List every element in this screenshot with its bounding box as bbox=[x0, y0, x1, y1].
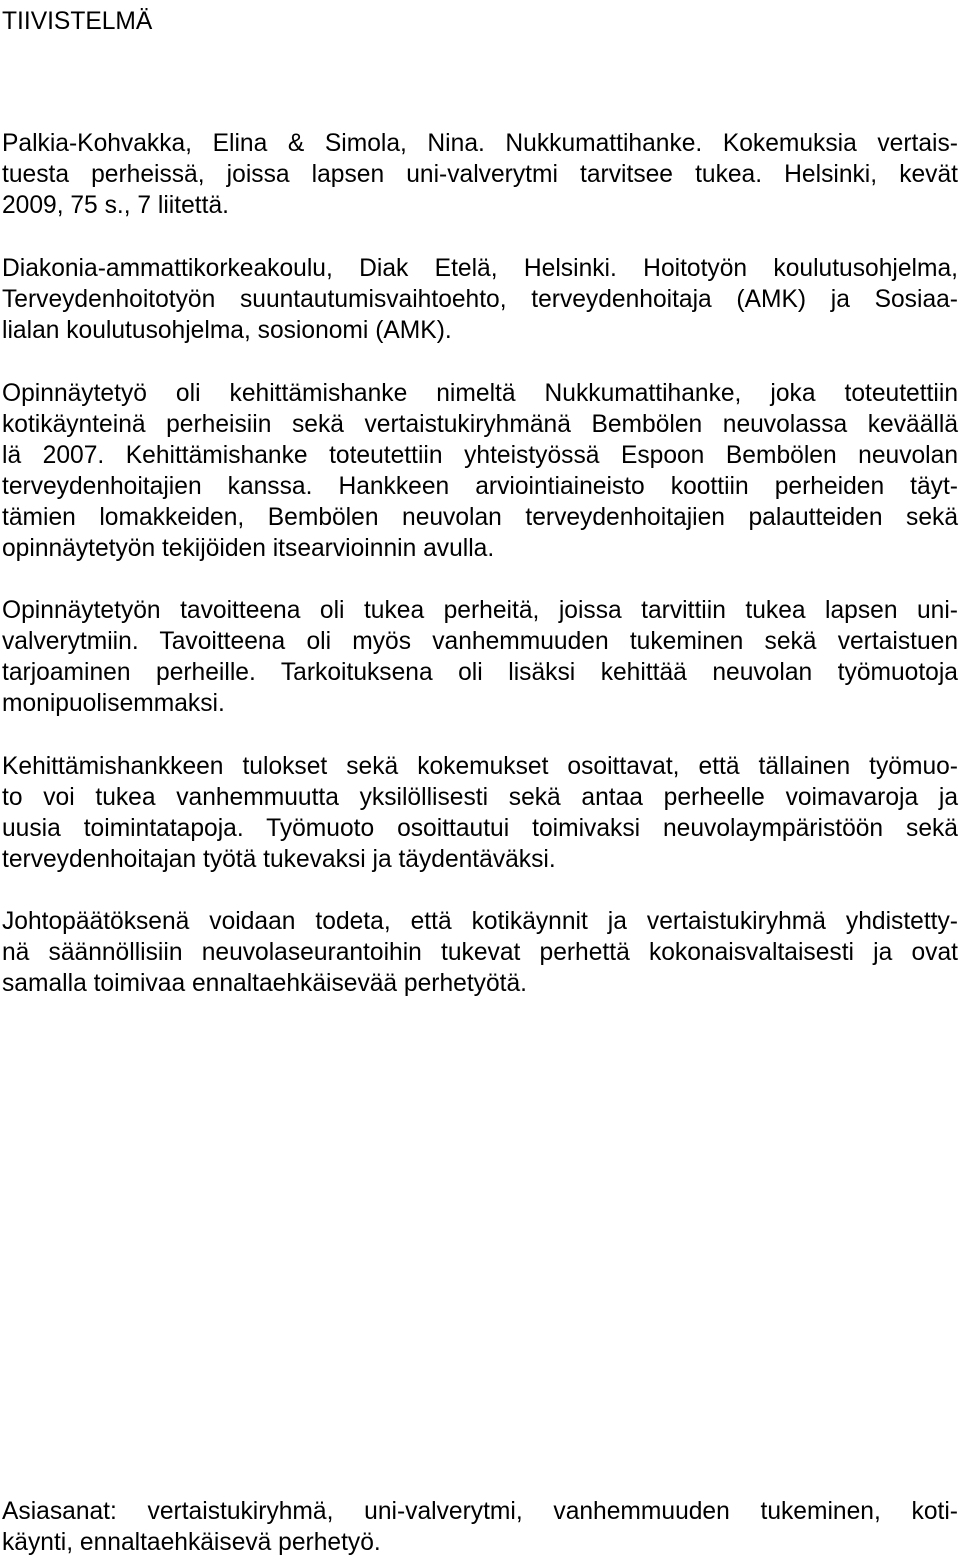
citation-line: 2009, 75 s., 7 liitettä. bbox=[2, 192, 229, 219]
institution-line: lialan koulutusohjelma, sosionomi (AMK). bbox=[2, 317, 452, 344]
institution-line: Diakonia-ammattikorkeakoulu, Diak Etelä, Helsinki. Hoitotyön koulutusohjelma, bbox=[2, 255, 958, 282]
citation-line: Palkia-Kohvakka, Elina & Simola, Nina. Nukkumattihanke. Kokemuksia vertais- bbox=[2, 130, 958, 157]
goals-line: Opinnäytetyön tavoitteena oli tukea perheitä, joissa tarvittiin tukea lapsen uni- bbox=[2, 597, 958, 624]
institution-line: Terveydenhoitotyön suuntautumisvaihtoehto, terveydenhoitaja (AMK) ja Sosiaa- bbox=[2, 286, 958, 313]
conclusion-line: Johtopäätöksenä voidaan todeta, että kotikäynnit ja vertaistukiryhmä yhdistetty- bbox=[2, 908, 958, 935]
conclusion-line: nä säännöllisiin neuvolaseurantoihin tukevat perhettä kokonaisvaltaisesti ja ovat bbox=[2, 939, 958, 966]
description-line: tämien lomakkeiden, Bembölen neuvolan terveydenhoitajien palautteiden sekä bbox=[2, 504, 958, 531]
description-line: Opinnäytetyö oli kehittämishanke nimeltä Nukkumattihanke, joka toteutettiin bbox=[2, 380, 958, 407]
description-line: lä 2007. Kehittämishanke toteutettiin yhteistyössä Espoon Bembölen neuvolan bbox=[2, 442, 958, 469]
goals-line: valverytmiin. Tavoitteena oli myös vanhemmuuden tukeminen sekä vertaistuen bbox=[2, 628, 958, 655]
conclusion-line: samalla toimivaa ennaltaehkäisevää perhetyötä. bbox=[2, 970, 527, 997]
results-line: Kehittämishankkeen tulokset sekä kokemukset osoittavat, että tällainen työmuo- bbox=[2, 753, 958, 780]
description-line: opinnäytetyön tekijöiden itsearvioinnin avulla. bbox=[2, 535, 495, 562]
page-title: TIIVISTELMÄ bbox=[2, 8, 153, 35]
citation-line: tuesta perheissä, joissa lapsen uni-valverytmi tarvitsee tukea. Helsinki, kevät bbox=[2, 161, 958, 188]
description-line: kotikäynteinä perheisiin sekä vertaistukiryhmänä Bembölen neuvolassa keväällä bbox=[2, 411, 958, 438]
goals-line: monipuolisemmaksi. bbox=[2, 690, 225, 717]
description-line: terveydenhoitajien kanssa. Hankkeen arviointiaineisto koottiin perheiden täyt- bbox=[2, 473, 958, 500]
keywords-line: käynti, ennaltaehkäisevä perhetyö. bbox=[2, 1529, 381, 1556]
results-line: to voi tukea vanhemmuutta yksilöllisesti sekä antaa perheelle voimavaroja ja bbox=[2, 784, 958, 811]
keywords-line: Asiasanat: vertaistukiryhmä, uni-valverytmi, vanhemmuuden tukeminen, koti- bbox=[2, 1498, 958, 1525]
goals-line: tarjoaminen perheille. Tarkoituksena oli lisäksi kehittää neuvolan työmuotoja bbox=[2, 659, 958, 686]
results-line: terveydenhoitajan työtä tukevaksi ja täydentäväksi. bbox=[2, 846, 556, 873]
results-line: uusia toimintatapoja. Työmuoto osoittautui toimivaksi neuvolaympäristöön sekä bbox=[2, 815, 958, 842]
